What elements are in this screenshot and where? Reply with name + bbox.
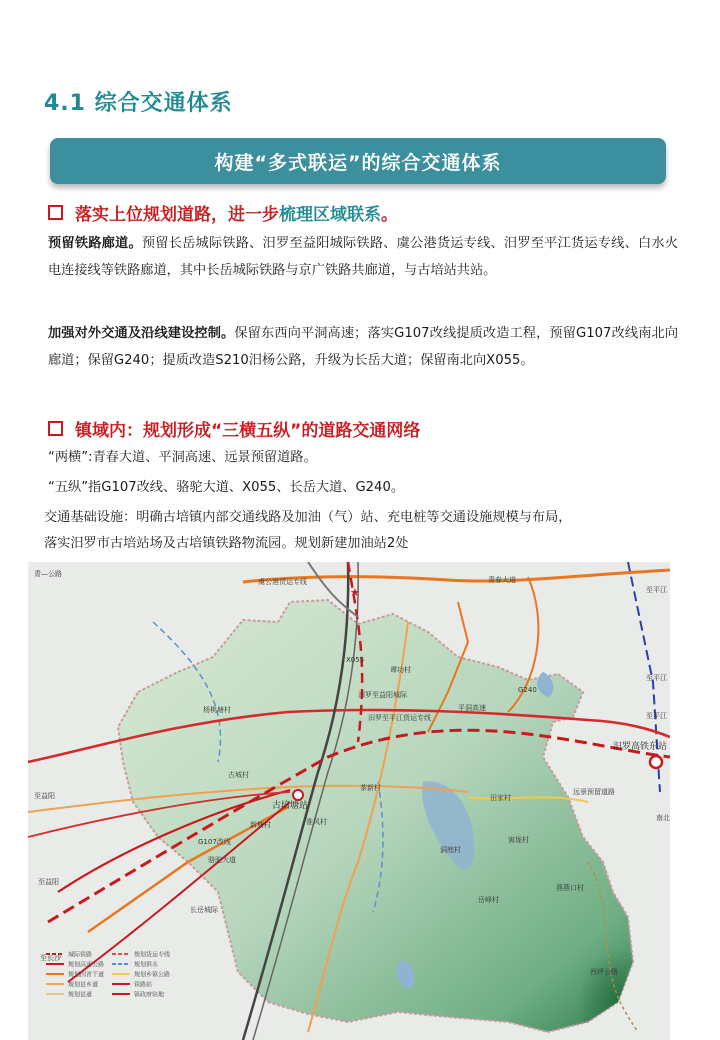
heading-end-punct: 。 xyxy=(381,205,398,225)
map-label-village4: 新塘村 xyxy=(250,821,271,829)
horizontal-roads-line: “两横”:青春大道、平洞高速、远景预留道路。 xyxy=(48,450,317,465)
map-label-miluo-east: 汨罗高铁东站 xyxy=(613,742,668,752)
legend-label: 规划高速公路 xyxy=(68,961,105,969)
map-label-village11: 寅垅村 xyxy=(508,836,529,844)
external-body: 保留东西向平洞高速；落实G107改线提质改造工程，预留G107改线南北向廊道；保留G240；提质改造S210汨杨公路，升级为长岳大道；保留南北向X055。 xyxy=(48,326,679,368)
rail-body: 预留长岳城际铁路、汨罗至益阳城际铁路、虞公港货运专线、汨罗至平江货运专线、白水火电连接线等铁路廊道，其中长岳城际铁路与京广铁路共廊道，与古培站共站。 xyxy=(48,236,679,278)
heading-town-text: 镇域内：规划形成“三横五纵”的道路交通网络 xyxy=(75,421,421,441)
map-label-zhipj2: 至平江 xyxy=(646,674,667,682)
map-label-village8: 洞庭村 xyxy=(440,846,461,854)
star-icon: ★ xyxy=(350,586,360,599)
infra-line-1: 交通基础设施：明确古培镇内部交通线路及加油（气）站、充电桩等交通设施规模与布局， xyxy=(44,510,572,525)
map-label-village7: 田家村 xyxy=(490,794,511,802)
map-svg xyxy=(28,562,670,1040)
legend-label: 规划县乡道 xyxy=(68,981,99,989)
map-label-yuanjing: 远景预留道路 xyxy=(573,788,615,796)
map-label-zhipj: 至平江 xyxy=(646,586,667,594)
section-title: 4.1 综合交通体系 xyxy=(44,91,233,116)
legend-label: 城际铁路 xyxy=(68,951,93,959)
map-label-yiyang-rail: 汨罗至益阳城际 xyxy=(358,691,407,699)
banner-title: 构建“多式联运”的综合交通体系 xyxy=(50,138,666,184)
map-label-zhiyiyang2: 至益阳 xyxy=(38,878,59,886)
heading-red-part: 落实上位规划道路，进一步 xyxy=(75,205,279,225)
map-label-pingdong: 平洞高速 xyxy=(458,704,486,712)
map-label-lgg: 青—公路 xyxy=(34,570,62,578)
map-label-pingdong-zhuanxian: 汨罗至平江货运专线 xyxy=(368,714,431,722)
infra-line-2: 落实汨罗市古培站场及古培镇铁路物流园。规划新建加油站2处 xyxy=(44,536,409,551)
map-label-x055: X055 xyxy=(346,656,365,664)
map-label-village3: 古城村 xyxy=(228,771,249,779)
map-label-g107: G107改线 xyxy=(198,838,231,846)
map-label-g240: G240 xyxy=(518,686,537,694)
map-label-village5: 淮风村 xyxy=(306,818,327,826)
external-lead: 加强对外交通及沿线建设控制。 xyxy=(48,326,235,341)
legend-label: 规划国省干道 xyxy=(68,971,105,979)
heading-teal-part: 梳理区域联系 xyxy=(279,205,381,225)
legend-label: 规划货运专线 xyxy=(134,951,171,959)
legend-label: 镇政府驻地 xyxy=(134,991,165,999)
legend-label: 铁路站 xyxy=(134,981,153,989)
checkbox-square-icon xyxy=(48,421,63,436)
rail-paragraph xyxy=(48,230,678,284)
map-label-zhiyiyang: 至益阳 xyxy=(34,792,55,800)
map-label-zhipj3: 至平江 xyxy=(646,712,667,720)
map-label-qingchun: 青春大道 xyxy=(488,576,516,584)
heading-upper-planning xyxy=(48,200,398,225)
transport-map xyxy=(28,562,670,1040)
map-label-zhichangsha: 至长沙 xyxy=(40,954,61,962)
station-miluo-east-icon xyxy=(650,756,662,768)
map-label-village12: 西坪公路 xyxy=(590,968,618,976)
map-label-yugong: 虞公港货运专线 xyxy=(258,578,307,586)
map-label-village1: 谭功村 xyxy=(390,666,411,674)
vertical-roads-line: “五纵”指G107改线、骆驼大道、X055、长岳大道、G240。 xyxy=(48,480,405,495)
map-label-changyue: 长岳城际 xyxy=(190,906,218,914)
heading-town-network xyxy=(48,416,420,441)
map-label-village10: 燕燕口村 xyxy=(556,884,584,892)
map-label-village2: 杨桃塘村 xyxy=(203,706,231,714)
external-paragraph xyxy=(48,320,678,374)
map-label-luotuo: 骆驼大道 xyxy=(208,856,236,864)
legend-label: 规划供水 xyxy=(134,961,159,969)
legend-label: 规划县道 xyxy=(68,991,93,999)
legend-label: 规划乡镇公路 xyxy=(134,971,171,979)
station-gupei-icon xyxy=(293,790,303,800)
map-label-gupei-station: 古培塘站 xyxy=(272,801,309,811)
map-label-village9: 岳峰村 xyxy=(478,896,499,904)
map-label-village13: 南北 xyxy=(656,814,670,822)
map-label-village6: 茶新村 xyxy=(360,784,381,792)
rail-lead: 预留铁路廊道。 xyxy=(48,236,142,251)
checkbox-square-icon xyxy=(48,205,63,220)
